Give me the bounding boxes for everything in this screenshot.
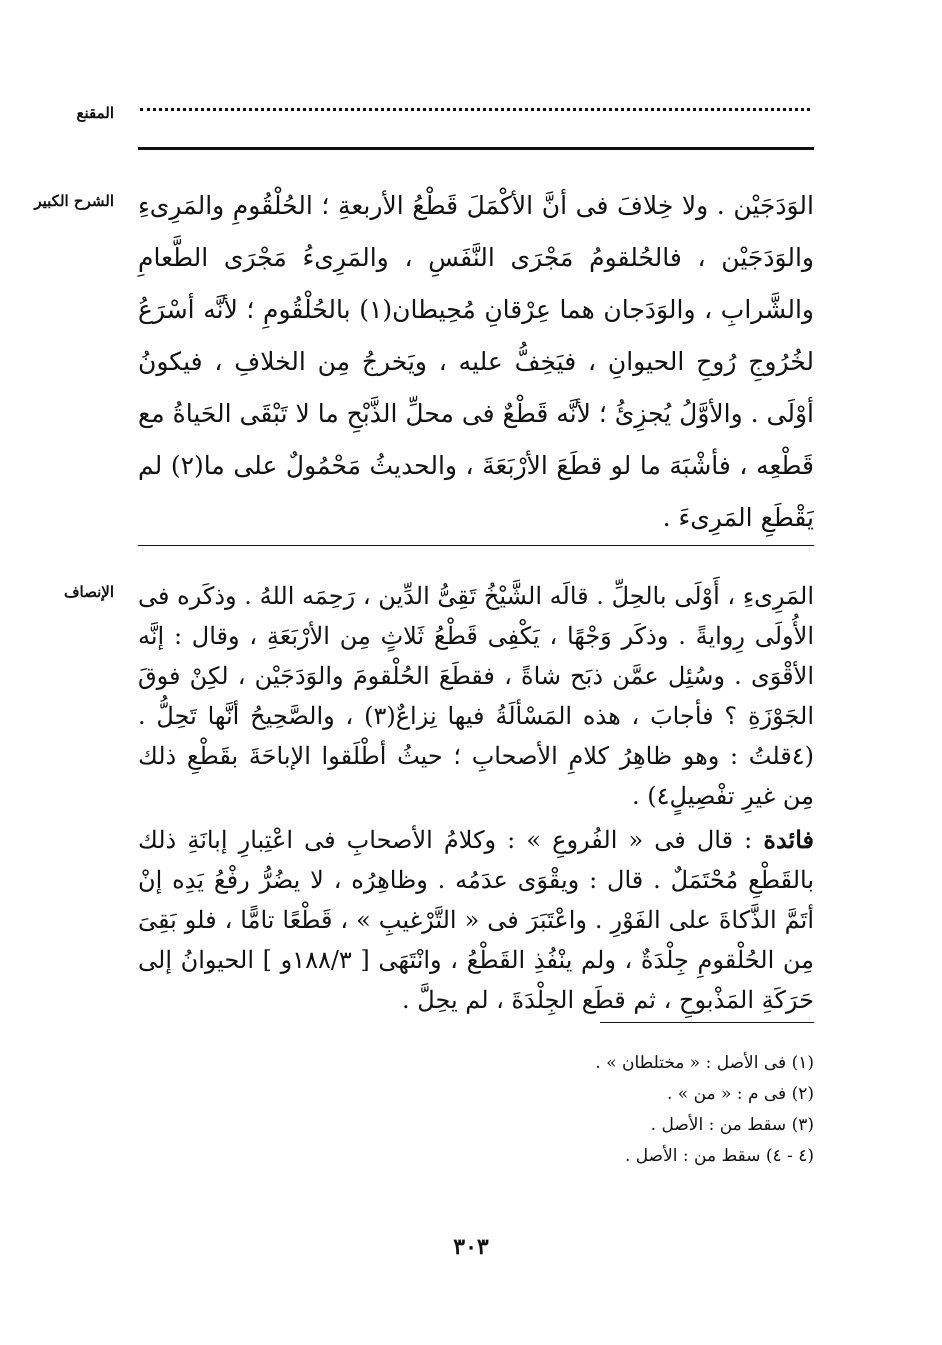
insaf-text: المَرِىءِ ، أَوْلَى بالحِلِّ . قالَه الشَّيْخُ تَقِىُّ الدِّين ، رَحِمَه اللهُ . وذكَره فى الأُولَى رِوايةً . وذكَر وَجْهًا ، يَكْفِى قَطْعُ ثَلاثٍ مِن الأرْبَعَةِ ، وقال : إنَّه الأقْوَى . وسُئِل عمَّن ذبَح شاةً ، فقطَعَ الحُلْقومَ والوَدَجَيْن ، لكِنْ فوقَ الجَوْزَةِ ؟ فأجابَ ، هذه المَسْألَةُ فيها نِزاعٌ(٣) ، والصَّحِيحُ أنَّها تَحِلُّ . (٤قلتُ : وهو ظاهِرُ كلامِ الأصحابِ ؛ حيثُ أطْلَقوا الإباحَةَ بقَطْعِ ذلك مِن غيرِ تفْصِيلٍ٤) . xyxy=(138,582,815,810)
fayida-label: فائدة xyxy=(763,825,815,854)
fayida-text: : قال فى « الفُروعِ » : وكلامُ الأصحابِ فى اعْتِبارِ إبانَةِ ذلك بالقَطْعِ مُحْتَمَلٌ . قال : ويقْوَى عدَمُه . وظاهِرُه ، لا يضُرُّ رفْعُ يَدِه إنْ أتَمَّ الذَّكاةَ على الفَوْرِ . واعْتَبَرَ فى « التَّرْغيبِ » ، قَطْعًا تامًّا ، فلو بَقِىَ مِن الحُلْقومِ جِلْدَةٌ ، ولم ينْفُذِ القَطْعُ ، وانْتَهَى [ ١٨٨/٣و ] الحيوانُ إلى حَرَكَةِ المَذْبوحِ ، ثم قطَع الجِلْدَةَ ، لم يحِلَّ . xyxy=(138,826,815,1014)
footnote-3: (٣) سقط من : الأصل . xyxy=(650,1115,814,1135)
running-title: المقنع xyxy=(76,104,114,122)
section-label-insaf: الإنصاف xyxy=(63,583,114,601)
footnotes xyxy=(414,1048,814,1172)
footnote-2: (٢) فى م : « من » . xyxy=(666,1084,814,1104)
section-label-sharh: الشرح الكبير xyxy=(34,192,114,210)
header-dotted-line xyxy=(140,108,810,111)
header-rule xyxy=(138,147,814,150)
page-number: ٣٠٣ xyxy=(453,1234,489,1260)
footnote-4: (٤ - ٤) سقط من : الأصل . xyxy=(624,1146,814,1166)
sharh-text: الوَدَجَيْن . ولا خِلافَ فى أنَّ الأكْمَلَ قَطْعُ الأربعةِ ؛ الحُلْقُومِ والمَرِىءِ والوَدَجَيْن ، فالحُلقومُ مَجْرَى النَّفَسِ ، والمَرِىءُ مَجْرَى الطَّعامِ والشَّرابِ ، والوَدَجان هما عِرْقانِ مُحِيطان(١) بالحُلْقُومِ ؛ لأنَّه أسْرَعُ لخُرُوجِ رُوحِ الحيوانِ ، فيَخِفُّ عليه ، ويَخرجُ مِن الخلافِ ، فيكونُ أوْلَى . والأوَّلُ يُجزِئُ ؛ لأنَّه قَطْعٌ فى محلِّ الذَّبْحِ ما لا تَبْقَى الحَياةُ مع قَطْعِه ، فأشْبَهَ ما لو قطَعَ الأرْبَعَةَ ، والحديثُ مَحْمُولٌ على ما(٢) لم يَقْطَعِ المَرِىءَ . xyxy=(138,191,814,532)
footnote-rule xyxy=(600,1022,814,1023)
fayida-paragraph xyxy=(138,820,814,1020)
section-divider xyxy=(138,545,814,546)
footnote-1: (١) فى الأصل : « مختلطان » . xyxy=(595,1053,814,1073)
